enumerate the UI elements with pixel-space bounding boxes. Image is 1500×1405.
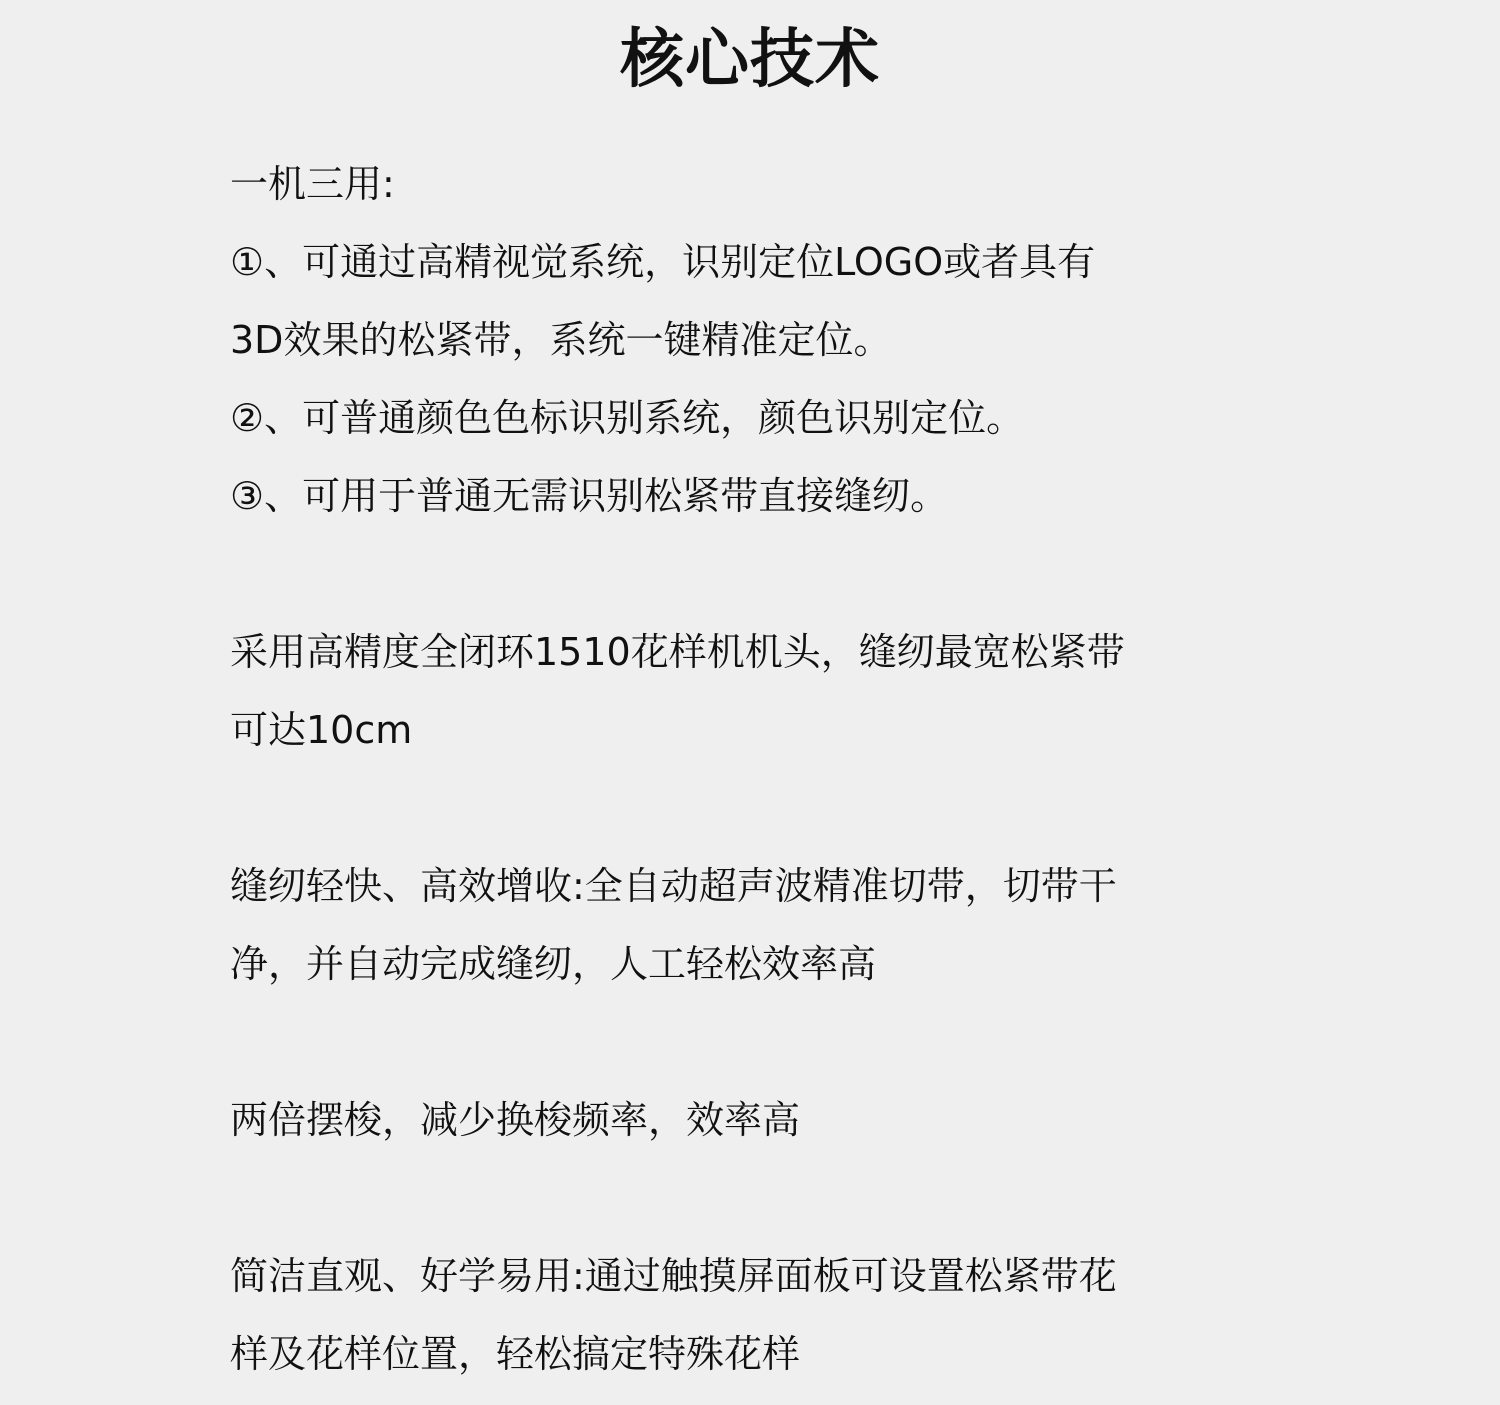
feature-section-shuttle: [230, 1081, 1270, 1159]
section-spacer: [230, 535, 1270, 613]
paragraph-line: 采用高精度全闭环1510花样机机头，缝纫最宽松紧带: [230, 630, 1125, 674]
list-item: ①、可通过高精视觉系统，识别定位LOGO或者具有: [230, 240, 1096, 284]
feature-section-efficiency: [230, 847, 1270, 1003]
paragraph-line: 可达10cm: [230, 708, 413, 752]
list-item-continued: 3D效果的松紧带，系统一键精准定位。: [230, 318, 892, 362]
feature-section-machine-head: [230, 613, 1270, 769]
paragraph-line: 净，并自动完成缝纫，人工轻松效率高: [230, 942, 877, 986]
section-spacer: [230, 1003, 1270, 1081]
paragraph-line: 简洁直观、好学易用:通过触摸屏面板可设置松紧带花: [230, 1254, 1117, 1298]
paragraph-line: 两倍摆梭，减少换梭频率，效率高: [230, 1098, 801, 1142]
content-body: [230, 145, 1270, 1393]
page-title: 核心技术: [620, 23, 880, 97]
list-item: ②、可普通颜色色标识别系统，颜色识别定位。: [230, 396, 1025, 440]
section-spacer: [230, 769, 1270, 847]
feature-section-ease-of-use: [230, 1237, 1270, 1393]
section-spacer: [230, 1159, 1270, 1237]
feature-section-multi-use: [230, 145, 1270, 535]
section-heading: 一机三用:: [230, 162, 395, 206]
list-item: ③、可用于普通无需识别松紧带直接缝纫。: [230, 474, 949, 518]
paragraph-line: 缝纫轻快、高效增收:全自动超声波精准切带，切带干: [230, 864, 1117, 908]
paragraph-line: 样及花样位置，轻松搞定特殊花样: [230, 1332, 801, 1376]
